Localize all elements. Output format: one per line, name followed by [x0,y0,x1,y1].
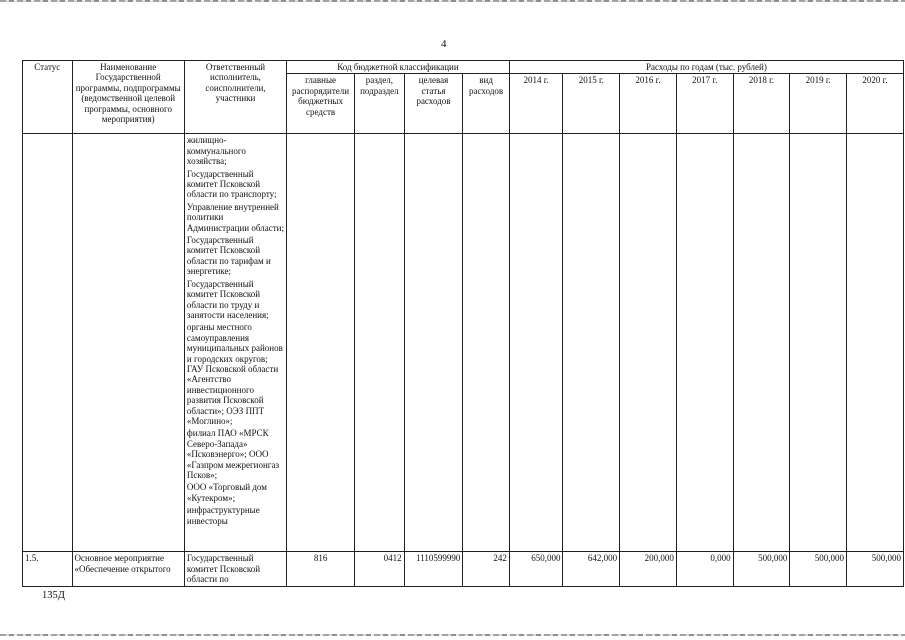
row-value-2015: 642,000 [563,552,620,586]
header-section: раздел, подраздел [355,74,405,134]
executor-entry: Государственный комитет Псковской области по транспорту; [186,168,277,200]
header-year-2018: 2018 г. [733,74,790,134]
header-status: Статус [23,61,73,134]
row-value-2019: 500,000 [790,552,847,586]
status-cell [23,134,73,552]
scan-edge-bottom [0,634,905,636]
row-grbs: 816 [287,552,355,586]
header-budget-code: Код бюджетной классификации [287,61,510,74]
name-cell [72,134,184,552]
row-section: 0412 [355,552,405,586]
row-name: Основное мероприятие «Обеспечение открытого [72,552,184,586]
executor-entry: филиал ПАО «МРСК Северо-Запада» «Псковэнерго»; ООО «Газпром межрегионгаз Псков»; [186,428,280,480]
row-value-2020: 500,000 [847,552,904,586]
executor-entry: органы местного самоуправления муниципальных районов и городских округов; ГАУ Псковской области «Агентство инвестиционного развития Псковской области»; ОЭЗ ППТ «Моглино»; [186,322,283,426]
executor-entry: инфраструктурные инвесторы [186,505,260,526]
header-year-2019: 2019 г. [790,74,847,134]
header-year-2015: 2015 г. [563,74,620,134]
row-value-2014: 650,000 [509,552,563,586]
row-expense-type: 242 [463,552,509,586]
header-grbs: главные распорядители бюджетных средств [287,74,355,134]
header-expenses: Расходы по годам (тыс. рублей) [509,61,903,74]
footer-code: 135Д [42,590,65,601]
page-number: 4 [441,38,447,50]
executor-entry: Государственный комитет Псковской области по тарифам и энергетике; [186,235,271,277]
budget-table [22,60,904,587]
row-executor: Государственный комитет Псковской области по [184,552,286,586]
header-executor: Ответственный исполнитель, соисполнители, участники [184,61,286,134]
executor-entry: жилищно-коммунального хозяйства; [186,135,246,167]
scan-edge-top [0,0,905,2]
header-year-2020: 2020 г. [847,74,904,134]
header-target: целевая статья расходов [404,74,463,134]
executor-entry: Управление внутренней политики Администрации области; [186,201,284,233]
table-row-continuation [23,134,904,552]
row-value-2018: 500,000 [733,552,790,586]
row-number: 1.5. [23,552,73,586]
table-row-1-5 [23,552,904,586]
executors-cell [184,134,286,552]
header-year-2017: 2017 г. [676,74,733,134]
header-year-2016: 2016 г. [620,74,677,134]
row-value-2016: 200,000 [620,552,677,586]
row-value-2017: 0,000 [676,552,733,586]
executor-entry: Государственный комитет Псковской области по труду и занятости населения; [186,278,269,320]
row-target: 1110599990 [404,552,463,586]
header-expense-type: вид расходов [463,74,509,134]
header-year-2014: 2014 г. [509,74,563,134]
executor-entry: ООО «Торговый дом «Кутекром»; [186,482,267,503]
header-program-name: Наименование Государственной программы, подпрограммы (ведомственной целевой программы, основного мероприятия) [72,61,184,134]
